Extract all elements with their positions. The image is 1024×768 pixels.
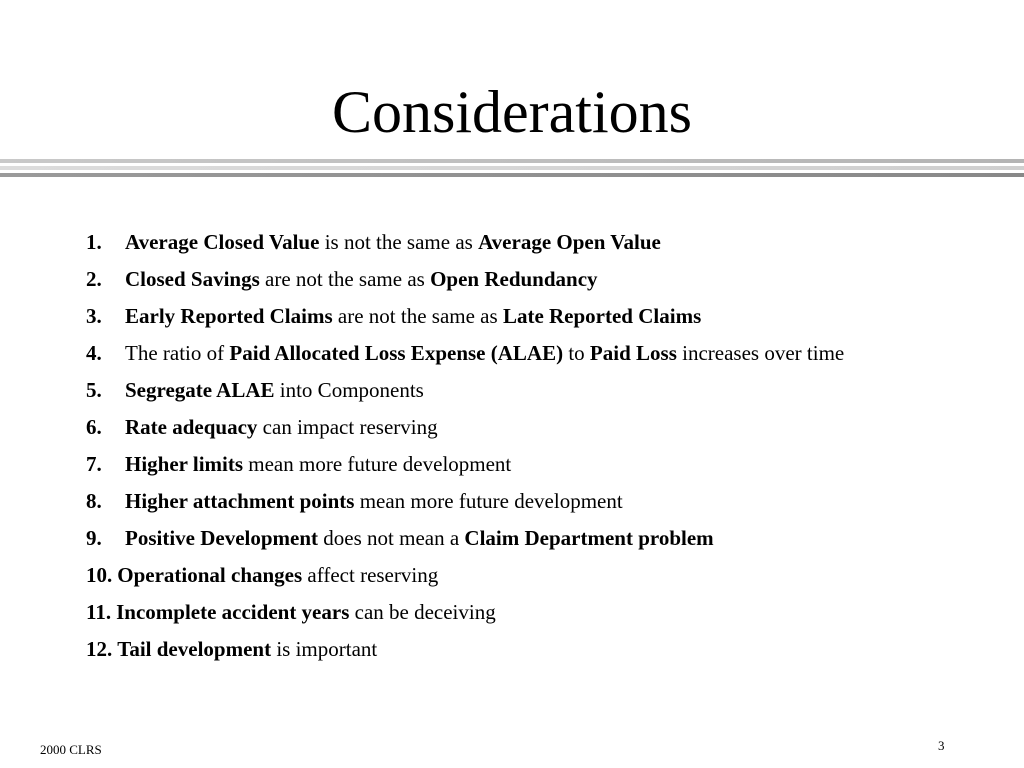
title-divider-line <box>0 173 1024 177</box>
bold-term: Open Redundancy <box>430 267 598 291</box>
title-divider-line <box>0 159 1024 163</box>
bold-term: Late Reported Claims <box>502 304 702 328</box>
list-item <box>86 375 916 405</box>
item-number: 9. <box>86 526 102 550</box>
item-text-run: are not the same as <box>259 267 431 291</box>
list-item <box>86 634 916 664</box>
list-item <box>86 486 916 516</box>
list-item <box>86 338 916 368</box>
item-text-run: to <box>563 341 590 365</box>
slide-title: Considerations <box>332 79 692 145</box>
item-number: 1. <box>86 230 102 254</box>
item-text <box>125 449 916 479</box>
item-text-run: are not the same as <box>332 304 503 328</box>
page-number: 3 <box>938 738 945 753</box>
list-item <box>86 227 916 257</box>
item-text-run: mean more future development <box>243 452 512 476</box>
bold-term: Average Open Value <box>478 230 661 254</box>
item-text <box>125 301 916 331</box>
item-text-run: is important <box>271 637 378 661</box>
item-number: 11. <box>86 600 112 624</box>
item-text-run: is not the same as <box>319 230 479 254</box>
bold-term: Paid Loss <box>589 341 677 365</box>
bold-term: Higher limits <box>125 452 244 476</box>
item-text-run: increases over time <box>676 341 845 365</box>
bold-term: Positive Development <box>125 526 319 550</box>
item-text <box>117 634 916 664</box>
item-number: 5. <box>86 378 102 402</box>
considerations-list <box>86 227 916 671</box>
bold-term: Claim Department problem <box>464 526 714 550</box>
list-item <box>86 264 916 294</box>
list-item <box>86 560 916 590</box>
list-item <box>86 449 916 479</box>
bold-term: Operational changes <box>117 563 303 587</box>
item-number: 8. <box>86 489 102 513</box>
list-item <box>86 523 916 553</box>
list-item <box>86 597 916 627</box>
item-text-run: The ratio of <box>125 341 230 365</box>
bold-term: Segregate ALAE <box>125 378 275 402</box>
item-number: 4. <box>86 341 102 365</box>
bold-term: Closed Savings <box>125 267 260 291</box>
bold-term: Higher attachment points <box>125 489 355 513</box>
item-text-run: affect reserving <box>302 563 439 587</box>
item-text <box>125 412 916 442</box>
item-text-run: into Components <box>274 378 424 402</box>
bold-term: Average Closed Value <box>125 230 320 254</box>
list-item <box>86 412 916 442</box>
item-text <box>125 375 916 405</box>
bold-term: Paid Allocated Loss Expense (ALAE) <box>229 341 564 365</box>
item-text <box>117 560 916 590</box>
bold-term: Incomplete accident years <box>116 600 350 624</box>
item-text <box>125 264 916 294</box>
bold-term: Early Reported Claims <box>125 304 333 328</box>
item-number: 12. <box>86 637 113 661</box>
bold-term: Rate adequacy <box>125 415 258 439</box>
item-number: 3. <box>86 304 102 328</box>
item-number: 7. <box>86 452 102 476</box>
item-text-run: mean more future development <box>354 489 623 513</box>
item-number: 10. <box>86 563 113 587</box>
item-text <box>125 227 916 257</box>
item-number: 2. <box>86 267 102 291</box>
item-text <box>125 486 916 516</box>
item-number: 6. <box>86 415 102 439</box>
item-text-run: can be deceiving <box>349 600 496 624</box>
item-text-run: does not mean a <box>318 526 465 550</box>
title-divider-line <box>0 166 1024 170</box>
item-text <box>116 597 916 627</box>
footer-source: 2000 CLRS <box>40 742 102 757</box>
list-item <box>86 301 916 331</box>
item-text-run: can impact reserving <box>257 415 438 439</box>
item-text <box>125 523 916 553</box>
bold-term: Tail development <box>117 637 272 661</box>
item-text <box>125 338 916 368</box>
